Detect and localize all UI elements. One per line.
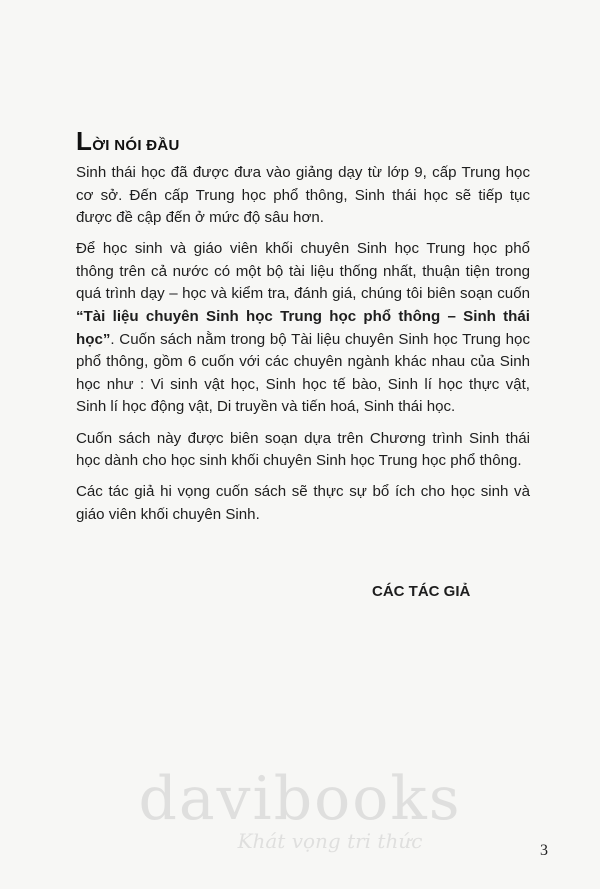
page-number: 3 bbox=[540, 842, 548, 859]
preface-body bbox=[76, 162, 530, 535]
book-title-bold: “Tài liệu chuyên Sinh học Trung học phổ thông – Sinh thái học” bbox=[76, 308, 530, 348]
paragraph-2-intro: Để học sinh và giáo viên khối chuyên Sinh học Trung học phổ thông trên cả nước có một bộ tài liệu thống nhất, thuận tiện trong quá trình dạy – học và kiểm tra, đánh giá, chúng tôi biên soạn cuốn bbox=[76, 240, 530, 303]
paragraph-2 bbox=[76, 238, 530, 419]
authors-signature: CÁC TÁC GIẢ bbox=[372, 583, 471, 600]
watermark-brand: davibooks bbox=[138, 764, 462, 834]
title-initial-letter: L bbox=[76, 126, 93, 156]
page-title bbox=[76, 126, 180, 157]
paragraph-2-rest: . Cuốn sách nằm trong bộ Tài liệu chuyên Sinh học Trung học phổ thông, gồm 6 cuốn với các chuyên ngành khác nhau của Sinh học như : Vi sinh vật học, Sinh học tế bào, Sinh lí học thực vật, Sinh lí học động vật, Di truyền và tiến hoá, Sinh thái học. bbox=[76, 330, 530, 416]
watermark-tagline: Khát vọng tri thức bbox=[237, 829, 423, 853]
paragraph-1: Sinh thái học đã được đưa vào giảng dạy từ lớp 9, cấp Trung học cơ sở. Đến cấp Trung học phổ thông, Sinh thái học sẽ tiếp tục được đề cập đến ở mức độ sâu hơn. bbox=[76, 164, 530, 227]
paragraph-4: Các tác giả hi vọng cuốn sách sẽ thực sự bổ ích cho học sinh và giáo viên khối chuyên Sinh. bbox=[76, 483, 530, 523]
title-text: ỜI NÓI ĐẦU bbox=[92, 137, 180, 154]
publisher-watermark bbox=[0, 764, 600, 853]
paragraph-3: Cuốn sách này được biên soạn dựa trên Chương trình Sinh thái học dành cho học sinh khối chuyên Sinh học Trung học phổ thông. bbox=[76, 429, 530, 470]
